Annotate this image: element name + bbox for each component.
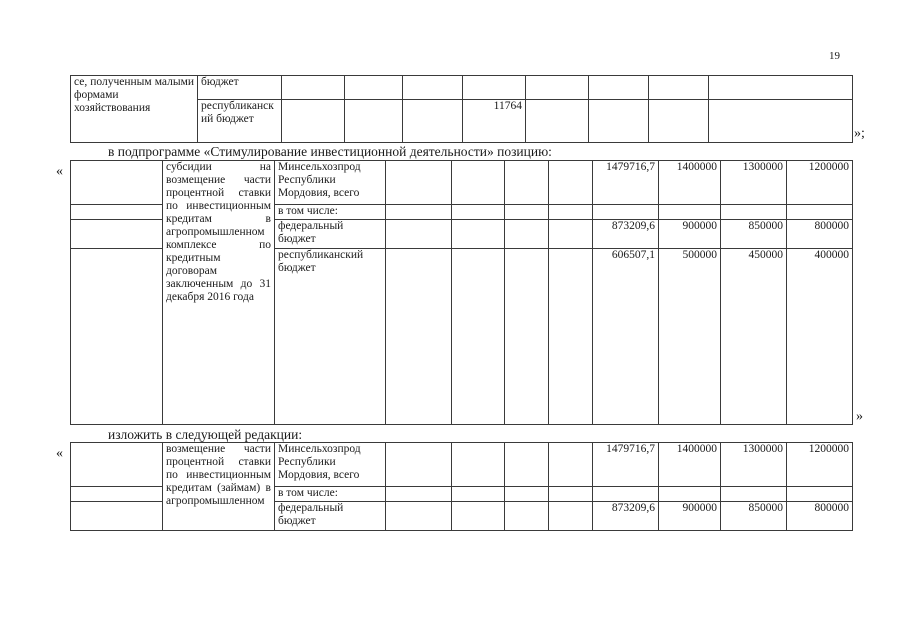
old-source-republican: республиканский бюджет xyxy=(275,249,386,425)
old-republican-v4: 400000 xyxy=(787,249,853,425)
new-total-v2: 1400000 xyxy=(659,443,721,487)
table-new-position xyxy=(70,442,853,531)
new-source-including: в том числе: xyxy=(275,487,386,502)
table-top-fragment xyxy=(70,75,853,143)
old-federal-v3: 850000 xyxy=(721,220,787,249)
new-source-total: Минсельхозпрод Республики Мордовия, всего xyxy=(275,443,386,487)
page-number: 19 xyxy=(829,50,840,62)
close-quote-top: »; xyxy=(854,126,865,141)
old-source-federal: федеральный бюджет xyxy=(275,220,386,249)
heading-new-edition: изложить в следующей редакции: xyxy=(108,427,303,442)
old-republican-v1: 606507,1 xyxy=(593,249,659,425)
new-federal-v1: 873209,6 xyxy=(593,502,659,531)
new-federal-v2: 900000 xyxy=(659,502,721,531)
close-quote-old: » xyxy=(856,409,863,424)
old-total-v1: 1479716,7 xyxy=(593,161,659,205)
old-total-v4: 1200000 xyxy=(787,161,853,205)
old-republican-v3: 450000 xyxy=(721,249,787,425)
old-federal-v4: 800000 xyxy=(787,220,853,249)
new-total-v1: 1479716,7 xyxy=(593,443,659,487)
old-total-v3: 1300000 xyxy=(721,161,787,205)
old-source-total: Минсельхозпрод Республики Мордовия, всего xyxy=(275,161,386,205)
table-top-row1-col2: бюджет xyxy=(198,76,282,100)
open-quote-new: « xyxy=(56,446,63,461)
table-top-row1-col1: се, полученным малыми формами хозяйствования xyxy=(71,76,198,143)
old-measure-description: субсидии на возмещение части процентной ставки по инвестиционным кредитам в агропромышленном комплексе по кредитным договорам заключенным до 31 декабря 2016 года xyxy=(163,161,275,425)
table-top-row2-value: 11764 xyxy=(463,100,526,143)
table-top-row1-value xyxy=(463,76,526,100)
new-federal-v3: 850000 xyxy=(721,502,787,531)
table-top-row2-col2: республиканский бюджет xyxy=(198,100,282,143)
heading-subprogram-position: в подпрограмме «Стимулирование инвестиционной деятельности» позицию: xyxy=(108,144,552,159)
new-source-federal: федеральный бюджет xyxy=(275,502,386,531)
old-federal-v2: 900000 xyxy=(659,220,721,249)
old-source-including: в том числе: xyxy=(275,205,386,220)
old-federal-v1: 873209,6 xyxy=(593,220,659,249)
new-total-v4: 1200000 xyxy=(787,443,853,487)
table-old-position xyxy=(70,160,853,425)
new-measure-description: возмещение части процентной ставки по инвестиционным кредитам (займам) в агропромышленном xyxy=(163,443,275,531)
open-quote-old: « xyxy=(56,164,63,179)
old-republican-v2: 500000 xyxy=(659,249,721,425)
new-total-v3: 1300000 xyxy=(721,443,787,487)
old-total-v2: 1400000 xyxy=(659,161,721,205)
new-federal-v4: 800000 xyxy=(787,502,853,531)
